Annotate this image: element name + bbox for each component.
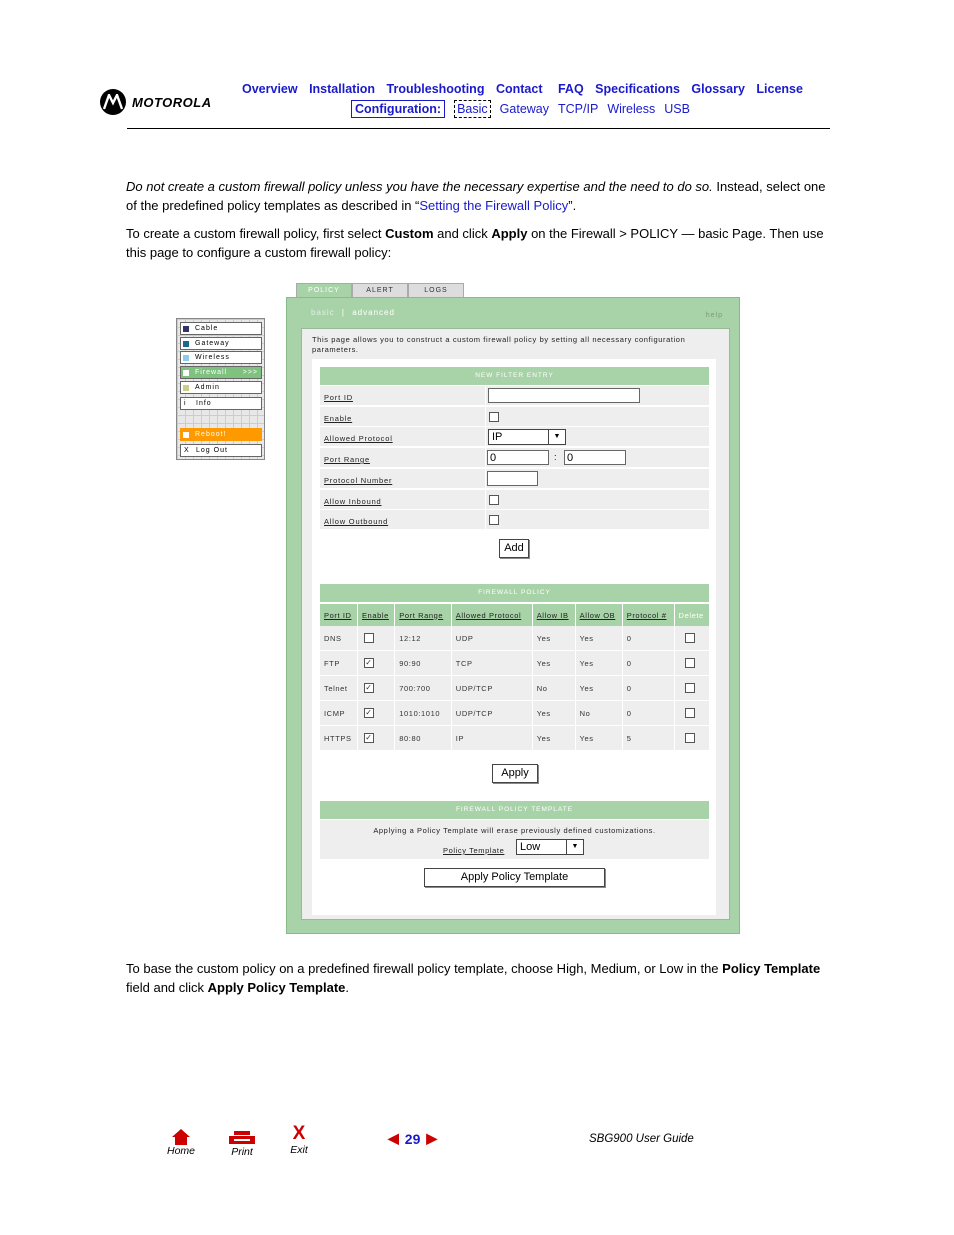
cell-range: 80:80 (395, 726, 452, 751)
exit-icon: X (292, 1123, 306, 1144)
cell-port: Telnet (320, 676, 357, 701)
cell-port: ICMP (320, 701, 357, 726)
nav-installation[interactable]: Installation (309, 82, 376, 96)
template-note: Applying a Policy Template will erase previously defined customizations. (373, 826, 656, 835)
sidebar-item-info[interactable] (180, 397, 262, 410)
row-port-id (320, 386, 709, 406)
print-label: Print (231, 1146, 253, 1158)
cell-protocol: TCP (451, 651, 532, 676)
sidebar-item-logout[interactable] (180, 444, 262, 457)
policy-form-area (312, 359, 716, 915)
tab-alert[interactable]: ALERT (352, 283, 408, 299)
nav-overview[interactable]: Overview (242, 82, 298, 96)
label-enable: Enable (324, 414, 353, 423)
chevron-down-icon: ▼ (566, 840, 583, 854)
cell-ib: Yes (532, 726, 575, 751)
sidebar-label: Gateway (195, 340, 230, 347)
cell-protocol: IP (451, 726, 532, 751)
col-enable: Enable (357, 604, 394, 626)
cell-ob: No (575, 701, 622, 726)
row-delete-checkbox[interactable] (685, 683, 695, 693)
intro-text-end: ”. (568, 198, 577, 213)
guide-title: SBG900 User Guide (589, 1133, 694, 1145)
cell-num: 5 (622, 726, 674, 751)
row-enable (320, 407, 709, 427)
table-row (320, 701, 710, 726)
allow-inbound-checkbox[interactable] (489, 495, 499, 505)
row-delete-checkbox[interactable] (685, 633, 695, 643)
template-header: FIREWALL POLICY TEMPLATE (320, 801, 709, 819)
nav-troubleshooting[interactable]: Troubleshooting (386, 82, 485, 96)
new-filter-header: NEW FILTER ENTRY (320, 367, 709, 385)
cell-ob: Yes (575, 626, 622, 651)
sidebar-item-wireless[interactable] (180, 351, 262, 364)
cell-delete (674, 651, 709, 676)
cell-ib: Yes (532, 626, 575, 651)
subtabs (311, 308, 395, 317)
cell-delete (674, 726, 709, 751)
col-allowed-protocol: Allowed Protocol (451, 604, 532, 626)
policy-panel (286, 297, 740, 934)
exit-label: Exit (290, 1144, 308, 1156)
cell-range: 12:12 (395, 626, 452, 651)
gateway-icon (183, 341, 189, 347)
cell-delete (674, 676, 709, 701)
cell-protocol: UDP/TCP (451, 701, 532, 726)
p3-text: To base the custom policy on a predefined firewall policy template, choose High, Medium, or Low in the (126, 961, 723, 976)
p3-text2: field and click (126, 980, 208, 995)
template-paragraph (126, 959, 826, 997)
sidebar-label: Info (196, 400, 212, 407)
nav-faq[interactable]: FAQ (557, 82, 584, 96)
protocol-number-input[interactable] (487, 471, 538, 486)
cell-ib: No (532, 676, 575, 701)
p2-text2: and click (433, 226, 492, 241)
cell-protocol: UDP (451, 626, 532, 651)
create-paragraph (126, 224, 826, 262)
allow-outbound-checkbox[interactable] (489, 515, 499, 525)
nav-license[interactable]: License (756, 82, 803, 96)
sidebar-item-firewall[interactable] (180, 366, 262, 379)
nav-contact[interactable]: Contact (495, 82, 543, 96)
col-port-id: Port ID (320, 604, 357, 626)
template-value: Low (520, 841, 541, 853)
p3-text3: . (345, 980, 350, 995)
nav-specifications[interactable]: Specifications (595, 82, 680, 96)
table-header-row (320, 604, 710, 626)
cell-enable (357, 701, 394, 726)
info-icon: i (184, 400, 187, 407)
sidebar-active-marker: >>> (242, 369, 258, 376)
p2-custom: Custom (385, 226, 434, 241)
config-nav (351, 100, 690, 118)
cell-ib: Yes (532, 701, 575, 726)
p2-text: To create a custom firewall policy, first select (126, 226, 386, 241)
wireless-icon (183, 355, 189, 361)
top-nav (242, 82, 811, 96)
row-port-range (320, 448, 709, 468)
printer-icon (228, 1131, 256, 1145)
row-allowed-protocol (320, 427, 709, 447)
home-label: Home (166, 1145, 195, 1157)
next-page-icon[interactable]: ▶ (426, 1130, 438, 1146)
table-row (320, 726, 710, 751)
col-allow-ob: Allow OB (575, 604, 622, 626)
p3-policy-template: Policy Template (722, 961, 821, 976)
print-button[interactable] (226, 1131, 258, 1158)
motorola-logo (100, 89, 212, 115)
firewall-policy-table (320, 604, 710, 751)
cell-num: 0 (622, 626, 674, 651)
protocol-select[interactable] (488, 429, 566, 445)
sidebar-label: Reboot! (195, 431, 227, 438)
router-sidebar (176, 318, 265, 460)
home-icon (171, 1128, 191, 1146)
p2-apply: Apply (491, 226, 528, 241)
sidebar-label: Log Out (196, 447, 228, 454)
cell-enable (357, 651, 394, 676)
cable-icon (183, 326, 189, 332)
sidebar-item-gateway[interactable] (180, 337, 262, 350)
tab-logs[interactable]: LOGS (408, 283, 464, 299)
row-enable-checkbox[interactable]: ✓ (365, 658, 373, 667)
router-screenshot (176, 282, 740, 934)
reboot-icon (183, 432, 189, 438)
row-delete-checkbox[interactable] (685, 658, 695, 668)
firewall-policy-link[interactable]: Setting the Firewall Policy (419, 198, 569, 213)
chevron-down-icon: ▼ (548, 430, 565, 444)
row-delete-checkbox[interactable] (685, 733, 695, 743)
firewall-icon (183, 370, 189, 376)
label-port-id: Port ID (324, 393, 353, 402)
policy-template-select[interactable] (516, 839, 584, 855)
table-row (320, 626, 710, 651)
cell-range: 90:90 (395, 651, 452, 676)
row-protocol-number (320, 469, 709, 489)
intro-warning: Do not create a custom firewall policy unless you have the necessary expertise and the need to do so. (126, 179, 713, 194)
cell-port: HTTPS (320, 726, 357, 751)
cell-num: 0 (622, 701, 674, 726)
cell-enable (357, 676, 394, 701)
sidebar-item-reboot[interactable] (180, 428, 262, 441)
tab-policy[interactable]: POLICY (296, 283, 352, 299)
subtab-basic[interactable]: basic (311, 308, 335, 317)
cell-protocol: UDP/TCP (451, 676, 532, 701)
template-section (320, 820, 709, 859)
apply-policy-template-button[interactable]: Apply Policy Template (424, 868, 605, 887)
firewall-policy-header: FIREWALL POLICY (320, 584, 709, 602)
protocol-value: IP (492, 431, 503, 443)
help-link[interactable]: help (705, 312, 723, 319)
nav-tcpip[interactable]: TCP/IP (558, 102, 599, 116)
policy-content (301, 328, 730, 920)
port-id-input[interactable] (488, 388, 640, 403)
col-delete: Delete (674, 604, 709, 626)
col-allow-ib: Allow IB (532, 604, 575, 626)
cell-range: 1010:1010 (395, 701, 452, 726)
nav-gateway[interactable]: Gateway (499, 102, 550, 116)
cell-delete (674, 626, 709, 651)
col-port-range: Port Range (395, 604, 452, 626)
label-allowed-protocol: Allowed Protocol (324, 434, 393, 443)
port-range-to-input[interactable]: 0 (564, 450, 626, 465)
sidebar-label: Firewall (195, 369, 228, 376)
row-enable-checkbox[interactable]: ✓ (365, 683, 373, 692)
label-protocol-number: Protocol Number (324, 476, 393, 485)
p2-text3: on the Firewall > POLICY — basic Page. Then use this page to configure a custom firewall policy: (126, 226, 824, 260)
cell-port: FTP (320, 651, 357, 676)
row-allow-inbound (320, 490, 709, 510)
cell-enable (357, 626, 394, 651)
p3-apply-template: Apply Policy Template (207, 980, 346, 995)
nav-usb[interactable]: USB (664, 102, 690, 116)
cell-delete (674, 701, 709, 726)
motorola-batwing-icon (100, 89, 126, 115)
row-delete-checkbox[interactable] (685, 708, 695, 718)
cell-range: 700:700 (395, 676, 452, 701)
page-number: 29 (404, 1130, 421, 1147)
row-enable-checkbox[interactable] (364, 633, 374, 643)
cell-ob: Yes (575, 651, 622, 676)
table-row (320, 651, 710, 676)
page-description: This page allows you to construct a custom firewall policy by setting all necessary configuration parameters. (312, 335, 686, 354)
label-port-range: Port Range (324, 455, 370, 464)
cell-ob: Yes (575, 726, 622, 751)
cell-num: 0 (622, 676, 674, 701)
port-range-separator: : (554, 452, 557, 462)
cell-port: DNS (320, 626, 357, 651)
sidebar-item-admin[interactable] (180, 381, 262, 394)
cell-ib: Yes (532, 651, 575, 676)
label-allow-outbound: Allow Outbound (324, 517, 389, 526)
header-divider (127, 128, 830, 129)
sidebar-label: Admin (195, 384, 220, 391)
apply-button[interactable]: Apply (492, 764, 538, 783)
template-label: Policy Template (443, 846, 505, 855)
intro-paragraph (126, 177, 826, 215)
nav-configuration[interactable]: Configuration: (351, 100, 445, 118)
cell-enable (357, 726, 394, 751)
sidebar-label: Cable (195, 325, 219, 332)
exit-button[interactable] (284, 1124, 314, 1156)
table-row (320, 676, 710, 701)
cell-num: 0 (622, 651, 674, 676)
enable-checkbox[interactable] (489, 412, 499, 422)
nav-basic[interactable]: Basic (454, 100, 491, 118)
subtab-advanced[interactable]: advanced (352, 308, 395, 317)
port-range-from-input[interactable]: 0 (487, 450, 549, 465)
sidebar-item-cable[interactable] (180, 322, 262, 335)
page-navigator (388, 1130, 437, 1147)
add-button[interactable]: Add (499, 539, 529, 558)
row-enable-checkbox[interactable]: ✓ (365, 733, 373, 742)
label-allow-inbound: Allow Inbound (324, 497, 382, 506)
row-enable-checkbox[interactable]: ✓ (365, 708, 373, 717)
cell-ob: Yes (575, 676, 622, 701)
subtab-separator: | (341, 308, 345, 317)
intro-text: Instead, select one of the predefined policy templates as described in “ (126, 179, 826, 213)
nav-wireless[interactable]: Wireless (607, 102, 656, 116)
policy-table-body (320, 626, 710, 751)
logo-text: MOTOROLA (132, 94, 212, 110)
nav-glossary[interactable]: Glossary (691, 82, 745, 96)
col-protocol-num: Protocol # (622, 604, 674, 626)
prev-page-icon[interactable]: ◀ (388, 1130, 399, 1146)
sidebar-label: Wireless (195, 354, 230, 361)
admin-icon (183, 385, 189, 391)
row-allow-outbound (320, 510, 709, 530)
logout-icon: X (184, 447, 190, 454)
home-button[interactable] (164, 1128, 198, 1157)
